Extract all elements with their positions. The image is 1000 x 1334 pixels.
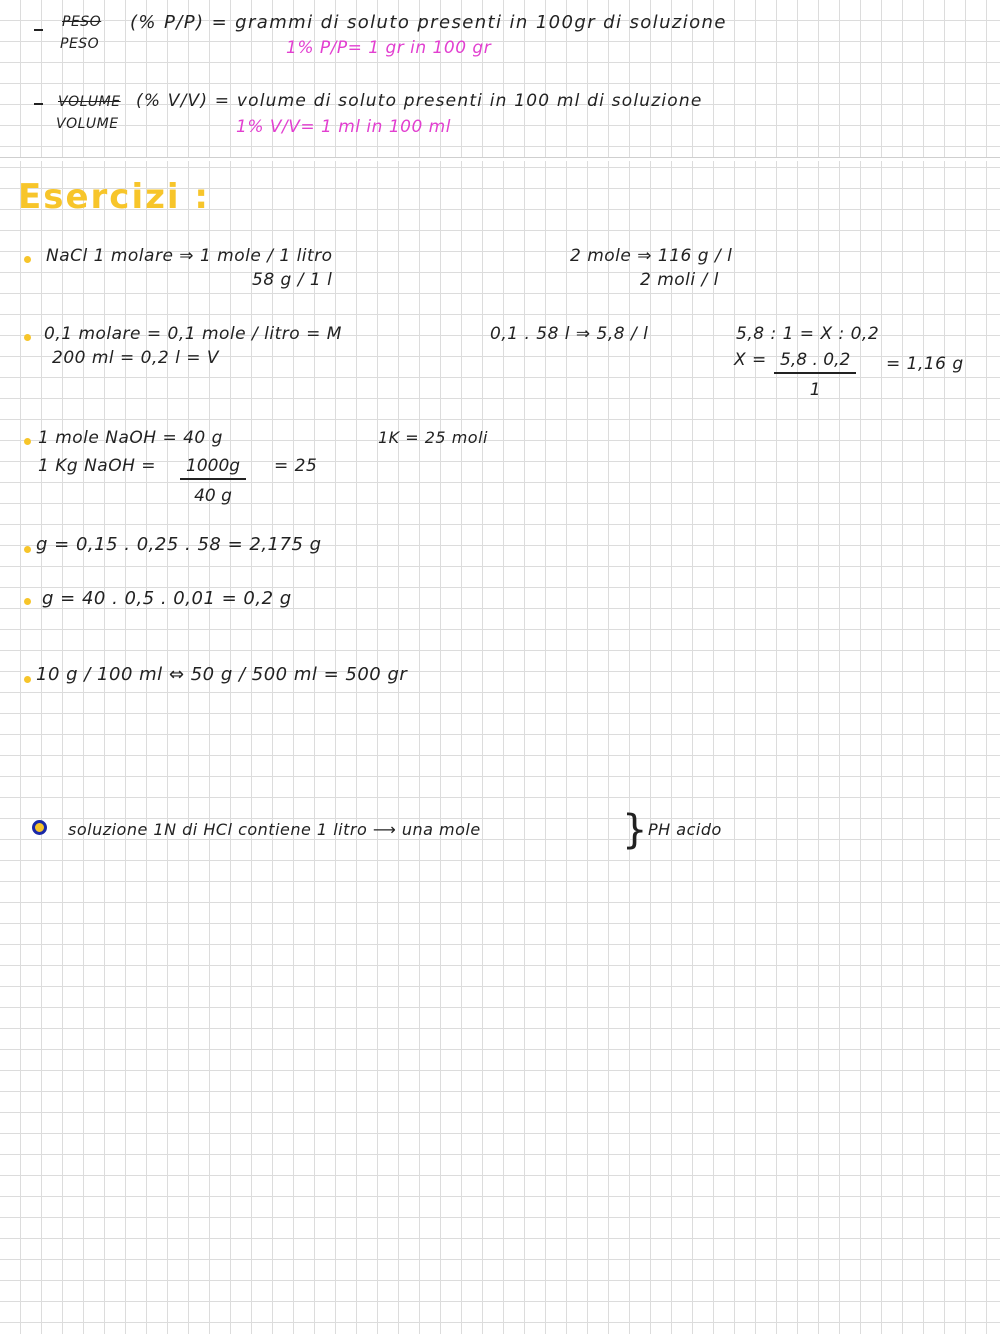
ex7-note: PH acido [648, 820, 722, 839]
peso-definition: (% P/P) = grammi di soluto presenti in 100gr di soluzione [130, 12, 727, 33]
ex1-right1: 2 mole ⇒ 116 g / l [570, 246, 733, 266]
ex7-text: soluzione 1N di HCl contiene 1 litro ⟶ una mole [68, 820, 481, 839]
curly-brace: } [622, 807, 648, 853]
ex2-fraction [774, 350, 856, 400]
peso-label: PESO [62, 14, 102, 30]
ex5-text: g = 40 . 0,5 . 0,01 = 0,2 g [42, 588, 292, 609]
dash-marker [34, 103, 43, 105]
bullet-dot [24, 256, 31, 263]
dash-marker [34, 29, 43, 31]
ex2-fraction-denominator: 1 [809, 380, 821, 400]
volume-label: VOLUME [58, 94, 121, 110]
ex2-proportion: 5,8 : 1 = X : 0,2 [736, 324, 880, 344]
ex4-text: g = 0,15 . 0,25 . 58 = 2,175 g [36, 534, 322, 555]
bullet-dot-blue [32, 820, 47, 835]
ex3-fraction [180, 456, 246, 506]
volume-label-corrected: VOLUME [56, 116, 119, 132]
bullet-dot [24, 546, 31, 553]
ex1-line1: NaCl 1 molare ⇒ 1 mole / 1 litro [46, 246, 333, 266]
ex1-right2: 2 moli / l [640, 270, 719, 290]
ex2-line2: 200 ml = 0,2 l = V [52, 348, 220, 368]
ex2-mid: 0,1 . 58 l ⇒ 5,8 / l [490, 324, 649, 344]
section-title: Esercizi : [18, 177, 210, 217]
bullet-dot [24, 334, 31, 341]
peso-example: 1% P/P= 1 gr in 100 gr [286, 38, 492, 58]
volume-example: 1% V/V= 1 ml in 100 ml [236, 117, 451, 137]
ex1-line2: 58 g / 1 l [252, 270, 333, 290]
ex2-x-result: = 1,16 g [886, 354, 964, 374]
page-divider [0, 157, 1000, 161]
peso-label-corrected: PESO [60, 36, 100, 52]
ex3-fraction-numerator: 1000g [180, 456, 246, 480]
bullet-dot [24, 676, 31, 683]
ex2-x-label: X = [734, 350, 767, 370]
ex3-line2-left: 1 Kg NaOH = [38, 456, 157, 476]
ex2-line1: 0,1 molare = 0,1 mole / litro = M [44, 324, 342, 344]
bullet-dot [24, 598, 31, 605]
bullet-dot [24, 438, 31, 445]
volume-definition: (% V/V) = volume di soluto presenti in 100 ml di soluzione [136, 91, 703, 111]
ex6-text: 10 g / 100 ml ⇔ 50 g / 500 ml = 500 gr [36, 664, 408, 685]
ex2-fraction-numerator: 5,8 . 0,2 [774, 350, 856, 374]
ex3-right: 1K = 25 moli [378, 428, 488, 447]
ex3-line1: 1 mole NaOH = 40 g [38, 428, 223, 448]
ex3-fraction-denominator: 40 g [194, 486, 232, 506]
ex3-result: = 25 [274, 456, 318, 476]
